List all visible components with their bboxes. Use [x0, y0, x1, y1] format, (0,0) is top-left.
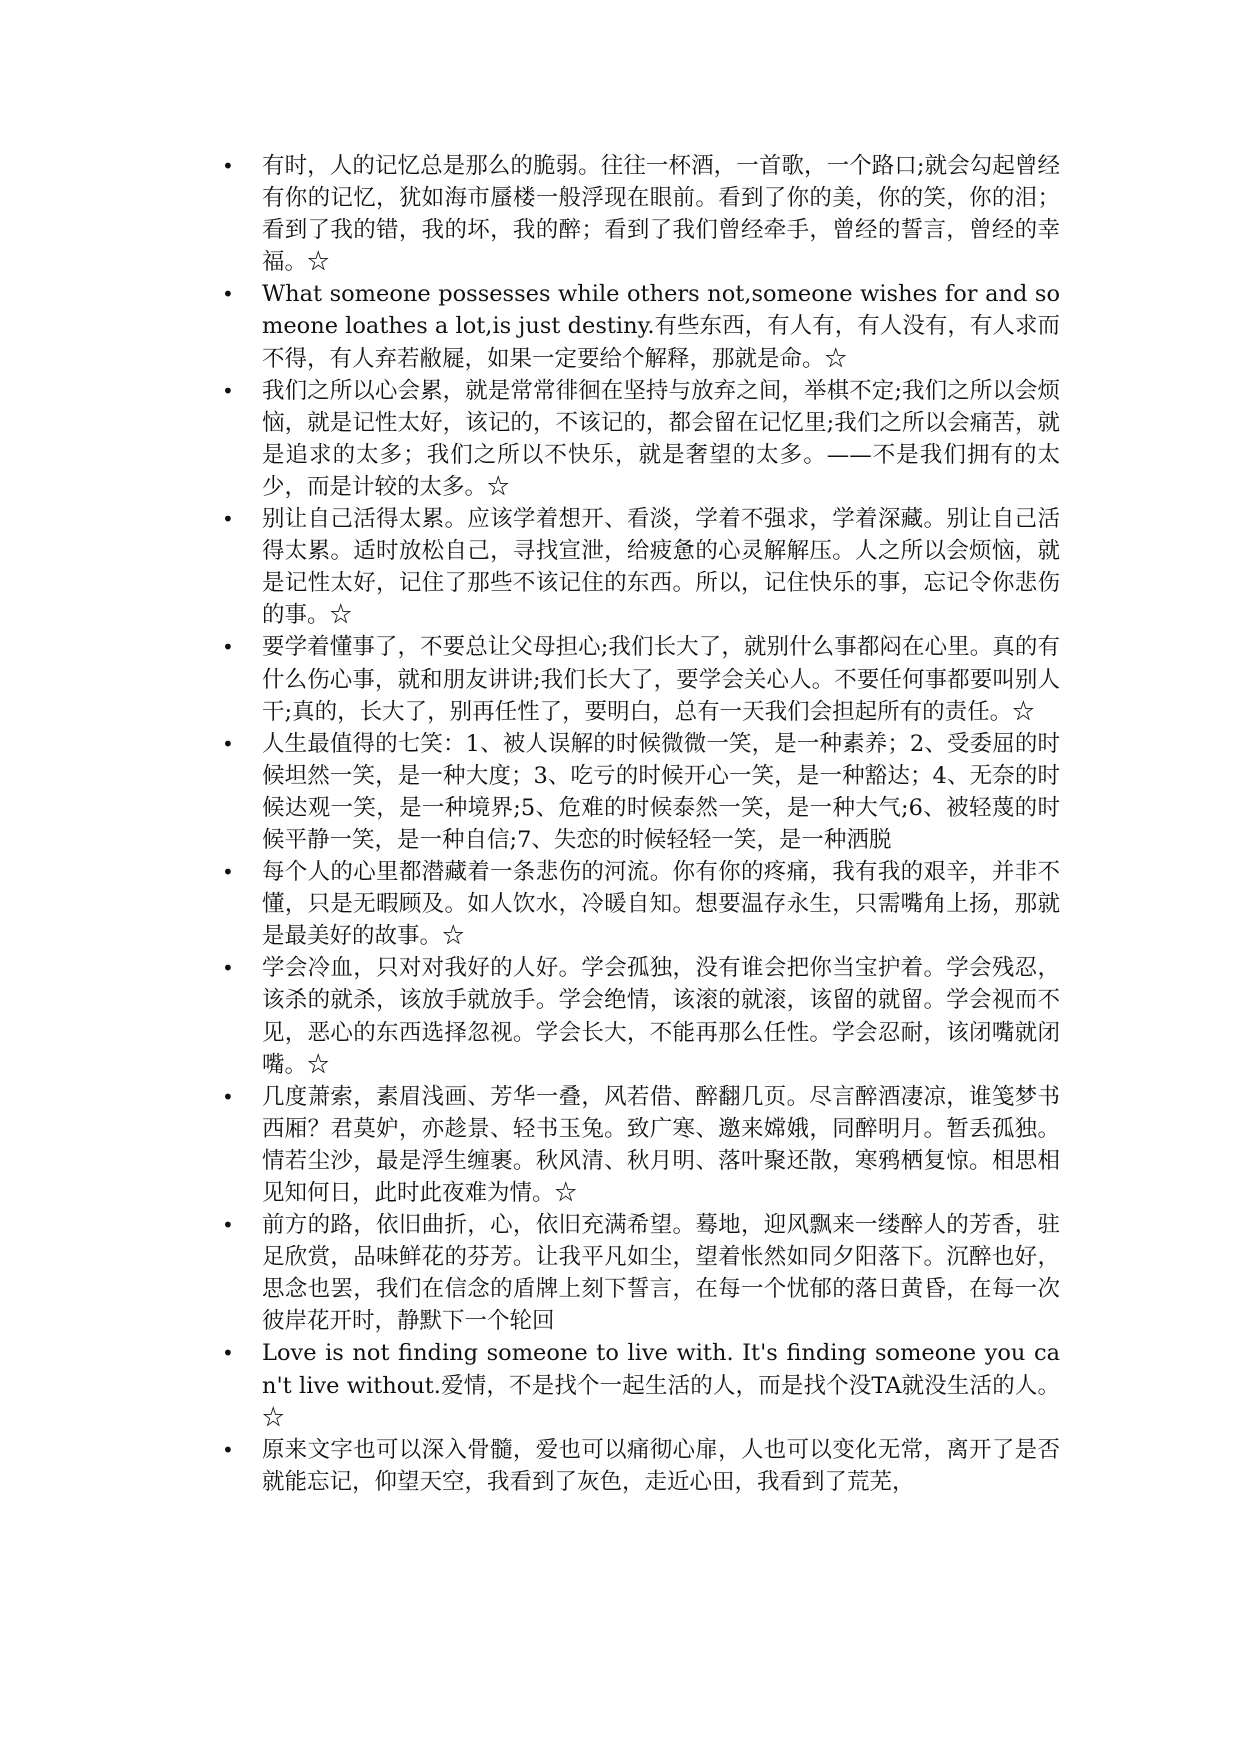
list-item	[220, 375, 1060, 503]
quote-text: What someone possesses while others not,someone wishes for and someone loathes a lot,is just destiny.有些东西，有人有，有人没有，有人求而不得，有人弃若敝屣，如果一定要给个解释，那就是命。☆	[262, 281, 1060, 372]
list-item	[220, 631, 1060, 727]
bullet-icon: •	[222, 1341, 234, 1366]
list-item	[220, 1434, 1060, 1498]
quote-text: 几度萧索，素眉浅画、芳华一叠，风若借、醉翻几页。尽言醉酒凄凉，谁笺梦书西厢？君莫妒，亦趁景、轻书玉兔。致广寒、邀来嫦娥，同醉明月。暂丢孤独。情若尘沙，最是浮生缠裹。秋风清、秋月明、落叶聚还散，寒鸦栖复惊。相思相见知何日，此时此夜难为情。☆	[262, 1083, 1060, 1206]
bullet-icon: •	[222, 154, 234, 178]
bullet-icon: •	[222, 860, 234, 885]
list-item	[220, 278, 1060, 374]
list-item	[220, 1209, 1060, 1337]
list-item	[220, 952, 1060, 1080]
quote-text: 学会冷血，只对对我好的人好。学会孤独，没有谁会把你当宝护着。学会残忍，该杀的就杀，该放手就放手。学会绝情，该滚的就滚，该留的就留。学会视而不见，恶心的东西选择忽视。学会长大，不能再那么任性。学会忍耐，该闭嘴就闭嘴。☆	[262, 955, 1060, 1078]
bullet-icon: •	[222, 1084, 234, 1109]
quote-text: 前方的路，依旧曲折，心，依旧充满希望。蓦地，迎风飘来一缕醉人的芳香，驻足欣赏，品味鲜花的芬芳。让我平凡如尘，望着怅然如同夕阳落下。沉醉也好，思念也罢，我们在信念的盾牌上刻下誓言，在每一个忧郁的落日黄昏，在每一次彼岸花开时，静默下一个轮回	[262, 1212, 1060, 1335]
bullet-icon: •	[222, 282, 234, 307]
quote-text: 别让自己活得太累。应该学着想开、看淡，学着不强求，学着深藏。别让自己活得太累。适时放松自己，寻找宣泄，给疲惫的心灵解解压。人之所以会烦恼，就是记性太好，记住了那些不该记住的东西。所以，记住快乐的事，忘记令你悲伤的事。☆	[262, 506, 1060, 629]
quote-text: 每个人的心里都潜藏着一条悲伤的河流。你有你的疼痛，我有我的艰辛，并非不懂，只是无暇顾及。如人饮水，冷暖自知。想要温存永生，只需嘴角上扬，那就是最美好的故事。☆	[262, 859, 1060, 950]
list-item	[220, 728, 1060, 856]
quote-list	[220, 150, 1060, 1498]
quote-text: 我们之所以心会累，就是常常徘徊在坚持与放弃之间，举棋不定;我们之所以会烦恼，就是记性太好，该记的，不该记的，都会留在记忆里;我们之所以会痛苦，就是追求的太多；我们之所以不快乐，就是奢望的太多。——不是我们拥有的太少，而是计较的太多。☆	[262, 377, 1060, 500]
bullet-icon: •	[222, 956, 234, 981]
list-item	[220, 856, 1060, 952]
bullet-icon: •	[222, 731, 234, 756]
list-item	[220, 1337, 1060, 1433]
quote-text: Love is not finding someone to live with. It's finding someone you can't live without.爱情，不是找个一起生活的人，而是找个没TA就没生活的人。☆	[262, 1340, 1060, 1431]
list-item	[220, 1081, 1060, 1209]
bullet-icon: •	[222, 507, 234, 532]
quote-text: 要学着懂事了，不要总让父母担心;我们长大了，就别什么事都闷在心里。真的有什么伤心事，就和朋友讲讲;我们长大了，要学会关心人。不要任何事都要叫别人干;真的，长大了，别再任性了，要明白，总有一天我们会担起所有的责任。☆	[262, 634, 1060, 725]
list-item	[220, 503, 1060, 631]
bullet-icon: •	[222, 1213, 234, 1238]
bullet-icon: •	[222, 635, 234, 660]
quote-text: 原来文字也可以深入骨髓，爱也可以痛彻心扉，人也可以变化无常，离开了是否就能忘记，仰望天空，我看到了灰色，走近心田，我看到了荒芜，	[262, 1436, 1060, 1495]
quote-text: 有时，人的记忆总是那么的脆弱。往往一杯酒，一首歌，一个路口;就会勾起曾经有你的记忆，犹如海市蜃楼一般浮现在眼前。看到了你的美，你的笑，你的泪；看到了我的错，我的坏，我的醉；看到了我们曾经牵手，曾经的誓言，曾经的幸福。☆	[262, 153, 1060, 276]
quote-text: 人生最值得的七笑：1、被人误解的时候微微一笑，是一种素养；2、受委屈的时候坦然一笑，是一种大度；3、吃亏的时候开心一笑，是一种豁达；4、无奈的时候达观一笑，是一种境界;5、危难的时候泰然一笑，是一种大气;6、被轻蔑的时候平静一笑，是一种自信;7、失恋的时候轻轻一笑，是一种洒脱	[262, 730, 1060, 853]
list-item	[220, 150, 1060, 278]
bullet-icon: •	[222, 1437, 234, 1462]
bullet-icon: •	[222, 378, 234, 403]
